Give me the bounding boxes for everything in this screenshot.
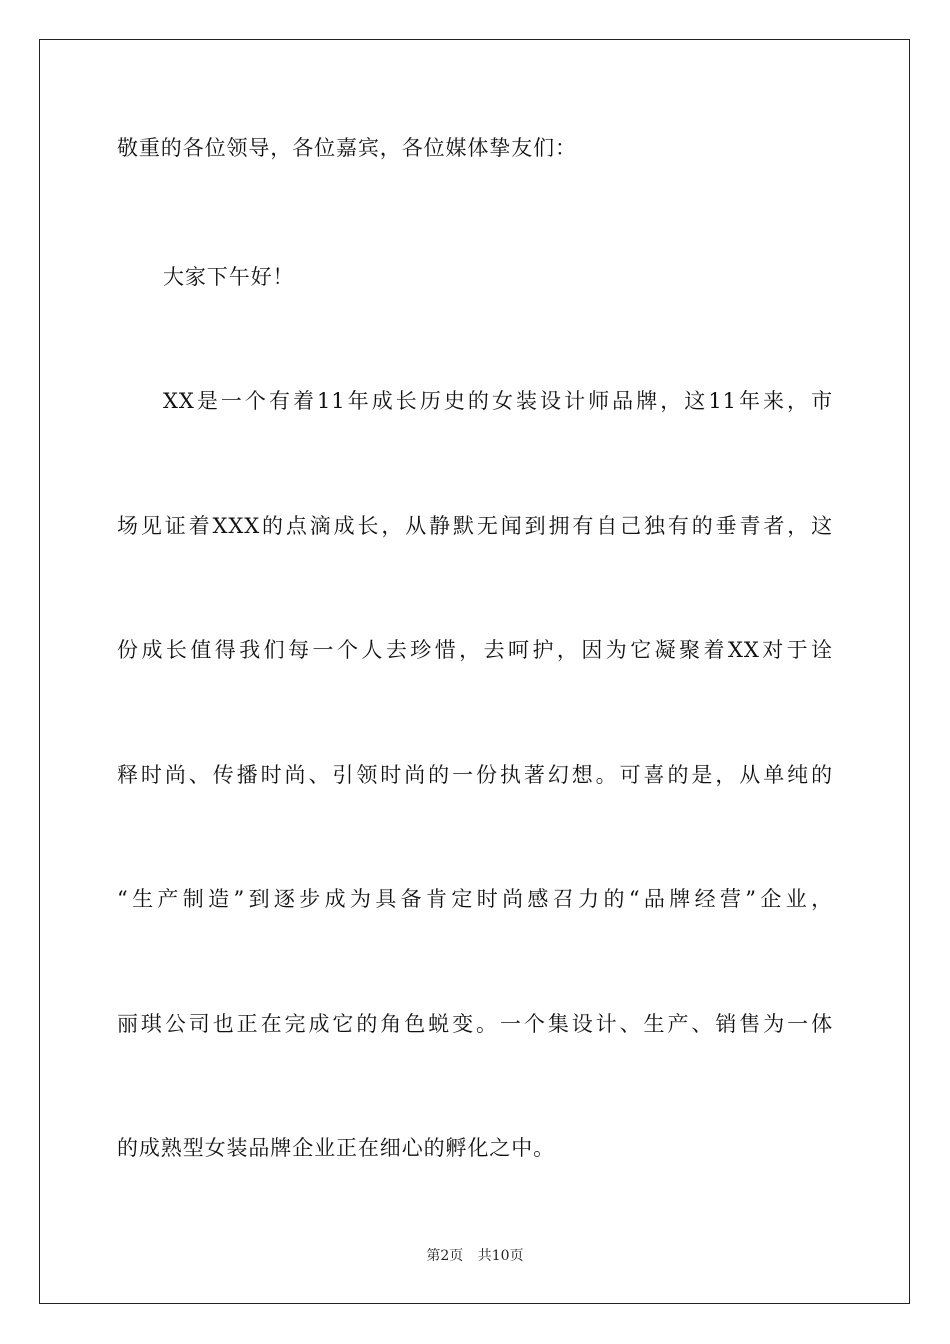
paragraph-line-4: 释时尚、传播时尚、引领时尚的一份执著幻想。可喜的是，从单纯的 — [117, 763, 833, 787]
page-border — [39, 39, 910, 1304]
paragraph-line-1: XX是一个有着11年成长历史的女装设计师品牌，这11年来，市 — [163, 389, 833, 413]
page-number: 第2页 — [426, 1248, 464, 1264]
paragraph-line-3: 份成长值得我们每一个人去珍惜，去呵护，因为它凝聚着XX对于诠 — [117, 638, 833, 662]
paragraph-line-7: 的成熟型女装品牌企业正在细心的孵化之中。 — [117, 1136, 555, 1160]
page-footer — [0, 1247, 950, 1265]
paragraph-line-2: 场见证着XXX的点滴成长，从静默无闻到拥有自己独有的垂青者，这 — [117, 514, 833, 538]
greeting-line: 大家下午好！ — [163, 265, 295, 289]
page-total: 共10页 — [477, 1248, 524, 1264]
paragraph-line-5: “生产制造”到逐步成为具备肯定时尚感召力的“品牌经营”企业， — [117, 887, 833, 911]
salutation-line: 敬重的各位领导，各位嘉宾，各位媒体挚友们： — [117, 136, 577, 160]
paragraph-line-6: 丽琪公司也正在完成它的角色蜕变。一个集设计、生产、销售为一体 — [117, 1012, 833, 1036]
